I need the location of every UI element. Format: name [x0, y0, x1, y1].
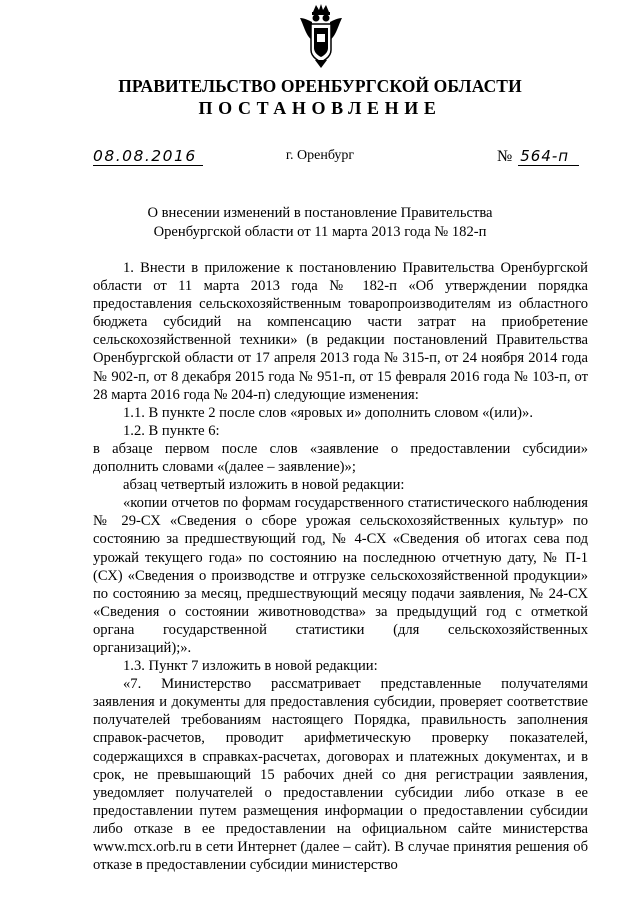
number-sign: №	[497, 148, 513, 165]
subject-line-2: Оренбургской области от 11 марта 2013 года № 182-п	[153, 224, 487, 240]
paragraph-copies-reports: «копии отчетов по формам государственного статистического наблюдения № 29-СХ «Сведения о сборе урожая сельскохозяйственных культур» по состоянию за предшествующий год, № 4-СХ «Сведения об итогах сева под урожай текущего года» по состоянию на последнюю отчетную дату, № П-1 (СХ) «Сведения о производстве и отгрузке сельскохозяйственной продукции» по состоянию за месяц, предшествующий месяцу подачи заявления, № 24-СХ «Сведения о состоянии животноводства» за предыдущий год с отметкой органа государственной статистики (для сельскохозяйственных организаций);».	[93, 495, 588, 656]
paragraph-1-3: 1.3. Пункт 7 изложить в новой редакции:	[123, 658, 378, 675]
paragraph-abzac-fourth: абзац четвертый изложить в новой редакции:	[123, 477, 405, 494]
paragraph-1: 1. Внести в приложение к постановлению Правительства Оренбургской области от 11 марта 2013 года № 182-п «Об утверждении порядка предоставления сельскохозяйственным товаропроизводителям из областного бюджета субсидий на компенсацию части затрат на приобретение сельскохозяйственной техники» (в редакции постановлений Правительства Оренбургской области от 17 апреля 2013 года № 315-п, от 24 ноября 2014 года № 902-п, от 8 декабря 2015 года № 951-п, от 15 февраля 2016 года № 103-п, от 28 марта 2016 года № 204-п) следующие изменения:	[93, 260, 588, 403]
document-city: г. Оренбург	[285, 148, 355, 163]
document-type-heading: ПОСТАНОВЛЕНИЕ	[198, 98, 442, 118]
document-date: 08.08.2016	[93, 148, 203, 166]
paragraph-item-7: «7. Министерство рассматривает представленные получателями заявления и документы для предоставления субсидии, проверяет соответствие получателей требованиям настоящего Порядка, правильность заполнения справок-расчетов, проводит арифметическую проверку показателей, содержащихся в справках-расчетах, договорах и платежных документах, и в срок, не превышающий 15 рабочих дней со дня регистрации заявления, уведомляет получателей о предоставлении субсидии либо отказе в ее предоставлении путем размещения информации о предоставлении субсидии либо отказе в ее предоставлении на официальном сайте министерства www.mcx.orb.ru в сети Интернет (далее – сайт). В случае принятия решения об отказе в предоставлении субсидии министерство	[93, 676, 588, 874]
government-title: ПРАВИТЕЛЬСТВО ОРЕНБУРГСКОЙ ОБЛАСТИ	[118, 76, 522, 96]
document-number	[497, 148, 579, 166]
paragraph-1-2: 1.2. В пункте 6:	[123, 422, 220, 439]
number-value: 564-п	[518, 148, 579, 166]
subject-line-1: О внесении изменений в постановление Правительства	[147, 205, 493, 221]
coat-of-arms-emblem	[298, 2, 344, 68]
document-meta-row	[0, 148, 640, 168]
paragraph-1-1: 1.1. В пункте 2 после слов «яровых и» дополнить словом «(или)».	[123, 404, 533, 421]
document-subject	[0, 204, 640, 242]
paragraph-abzac-first: в абзаце первом после слов «заявление о предоставлении субсидии» дополнить словами «(далее – заявление)»;	[93, 440, 588, 476]
document-body	[93, 259, 588, 874]
